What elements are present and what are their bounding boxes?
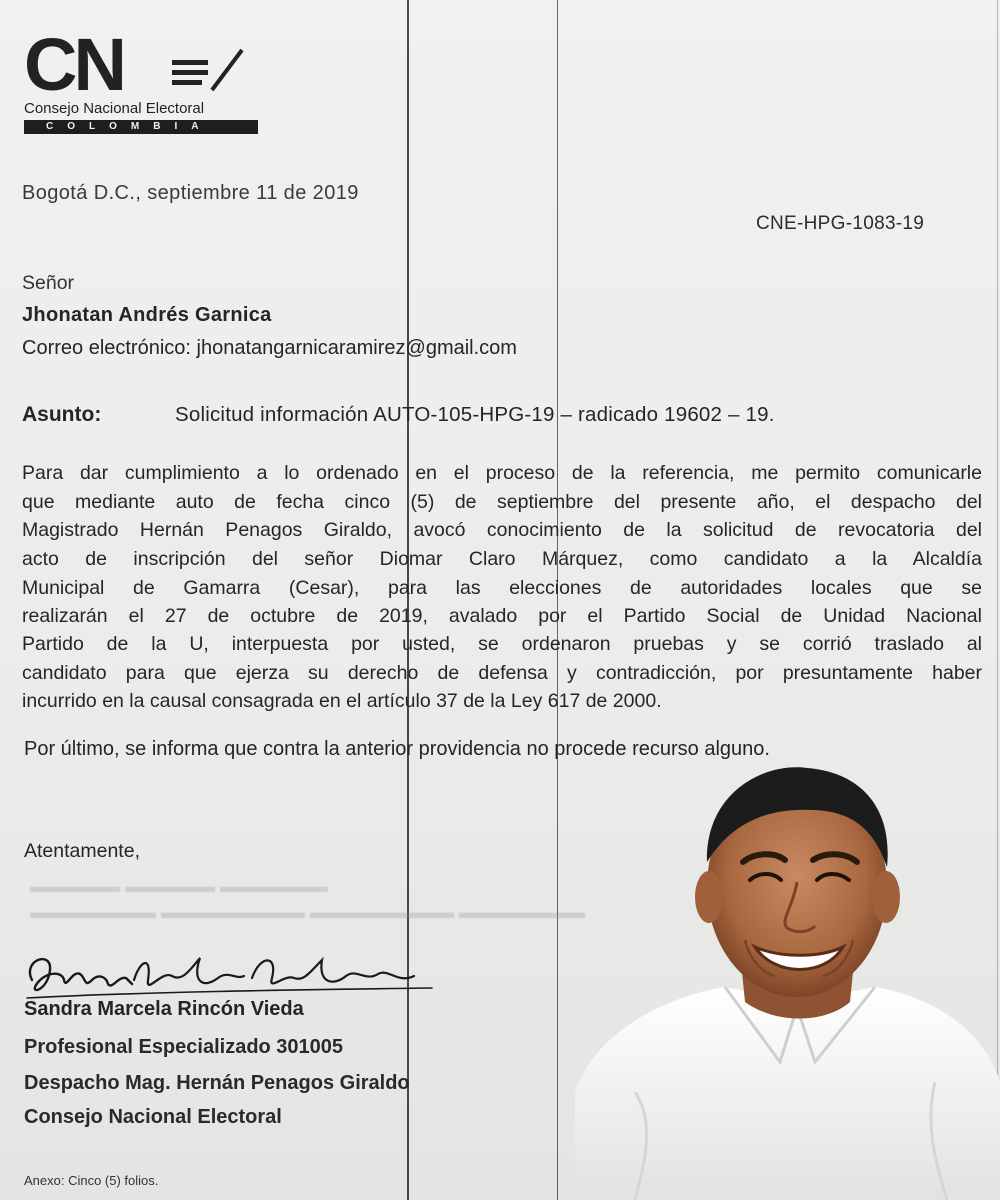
portrait-photo (575, 762, 1000, 1200)
cne-logo (22, 23, 252, 133)
logo-org-name: Consejo Nacional Electoral (24, 100, 205, 117)
annex-note: Anexo: Cinco (5) folios. (24, 1173, 159, 1188)
logo-mark: CN (24, 23, 123, 106)
recipient-email: Correo electrónico: jhonatangarnicaramirez@gmail.com (22, 337, 517, 359)
signer-name: Sandra Marcela Rincón Vieda (24, 998, 304, 1020)
subject-label: Asunto: (22, 403, 102, 426)
fold-line (407, 0, 409, 1200)
letter-date: Bogotá D.C., septiembre 11 de 2019 (22, 182, 359, 204)
body-line: incurrido en la causal consagrada en el artículo 37 de la Ley 617 de 2000. (22, 690, 662, 712)
body-line: realizarán el 27 de octubre de 2019, avalado por el Partido Social de Unidad Nacional (22, 605, 982, 627)
letter-reference: CNE-HPG-1083-19 (756, 213, 925, 234)
closing-paragraph: Por último, se informa que contra la anterior providencia no procede recurso alguno. (24, 738, 770, 760)
body-line: Partido de la U, interpuesta por usted, se ordenaron pruebas y se corrió traslado al (22, 633, 982, 655)
signer-role: Profesional Especializado 301005 (24, 1036, 344, 1058)
logo-lines-icon (172, 46, 246, 96)
logo-country: COLOMBIA (24, 120, 258, 134)
salutation: Señor (22, 272, 75, 294)
body-line: que mediante auto de fecha cinco (5) de septiembre del presente año, el despacho del (22, 491, 982, 513)
valediction: Atentamente, (24, 840, 140, 862)
signer-organization: Consejo Nacional Electoral (24, 1106, 282, 1128)
body-line: Magistrado Hernán Penagos Giraldo, avocó conocimiento de la solicitud de revocatoria del (22, 519, 982, 541)
signer-office: Despacho Mag. Hernán Penagos Giraldo (24, 1072, 410, 1094)
bleed-through: ▬▬▬▬▬▬▬ ▬▬▬▬▬▬▬▬ ▬▬▬▬▬▬▬▬ ▬▬▬▬▬▬▬ (30, 902, 586, 922)
body-line: candidato para que ejerza su derecho de defensa y contradicción, por presuntamente haber (22, 662, 982, 684)
body-line: Municipal de Gamarra (Cesar), para las elecciones de autoridades locales que se (22, 577, 982, 599)
fold-line (557, 0, 558, 1200)
body-line: Para dar cumplimiento a lo ordenado en el proceso de la referencia, me permito comunicarle (22, 462, 982, 484)
recipient-name: Jhonatan Andrés Garnica (22, 304, 272, 326)
body-line: acto de inscripción del señor Diomar Claro Márquez, como candidato a la Alcaldía (22, 548, 982, 570)
subject-text: Solicitud información AUTO-105-HPG-19 – radicado 19602 – 19. (175, 403, 775, 426)
bleed-through: ▬▬▬▬▬ ▬▬▬▬▬ ▬▬▬▬▬▬ (30, 876, 329, 896)
